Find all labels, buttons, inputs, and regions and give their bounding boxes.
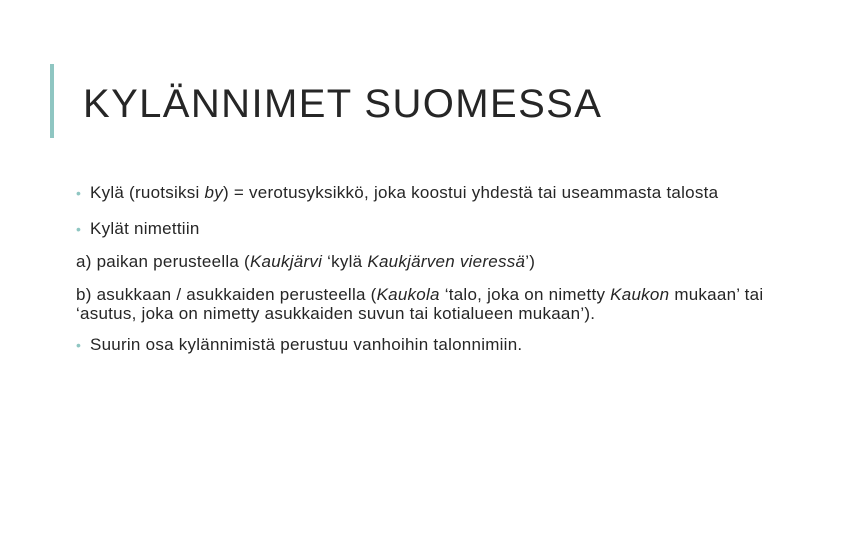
sub-item-text: mukaan’ tai ‘asutus, joka on nimetty asukkaiden suvun tai kotialueen mukaan’).: [76, 285, 764, 323]
bullet-text: ) = verotusyksikkö, joka koostui yhdestä tai useammasta talosta: [223, 183, 719, 202]
bullet-item-kylat-nimettiin: [76, 219, 776, 239]
bullet-item-suurin-osa: [76, 335, 776, 355]
bullet-item-kyla: [76, 183, 776, 203]
sub-item-text: b) asukkaan / asukkaiden perusteella (: [76, 285, 377, 304]
bullet-text: Kylät nimettiin: [90, 219, 200, 238]
bullet-text: Kylä (ruotsiksi: [90, 183, 205, 202]
sub-item-text: a) paikan perusteella (: [76, 252, 250, 271]
title-accent-bar: [50, 64, 54, 138]
italic-term: Kaukjärven vieressä: [367, 252, 526, 271]
bullet-icon: •: [76, 221, 82, 237]
slide-body: [76, 183, 776, 355]
sub-item-a: [76, 252, 776, 271]
sub-item-text: ‘kylä: [322, 252, 368, 271]
slide-title: KYLÄNNIMET SUOMESSA: [83, 82, 603, 126]
bullet-icon: •: [76, 337, 82, 353]
bullet-text: Suurin osa kylännimistä perustuu vanhoihin talonnimiin.: [90, 335, 523, 354]
italic-term: Kaukola: [376, 285, 440, 304]
sub-item-text: ‘talo, joka on nimetty: [439, 285, 611, 304]
italic-term: Kaukon: [610, 285, 670, 304]
sub-item-text: ’): [525, 252, 536, 271]
bullet-icon: •: [76, 185, 82, 201]
italic-term: by: [204, 183, 223, 202]
italic-term: Kaukjärvi: [249, 252, 323, 271]
sub-item-b: [76, 285, 776, 323]
